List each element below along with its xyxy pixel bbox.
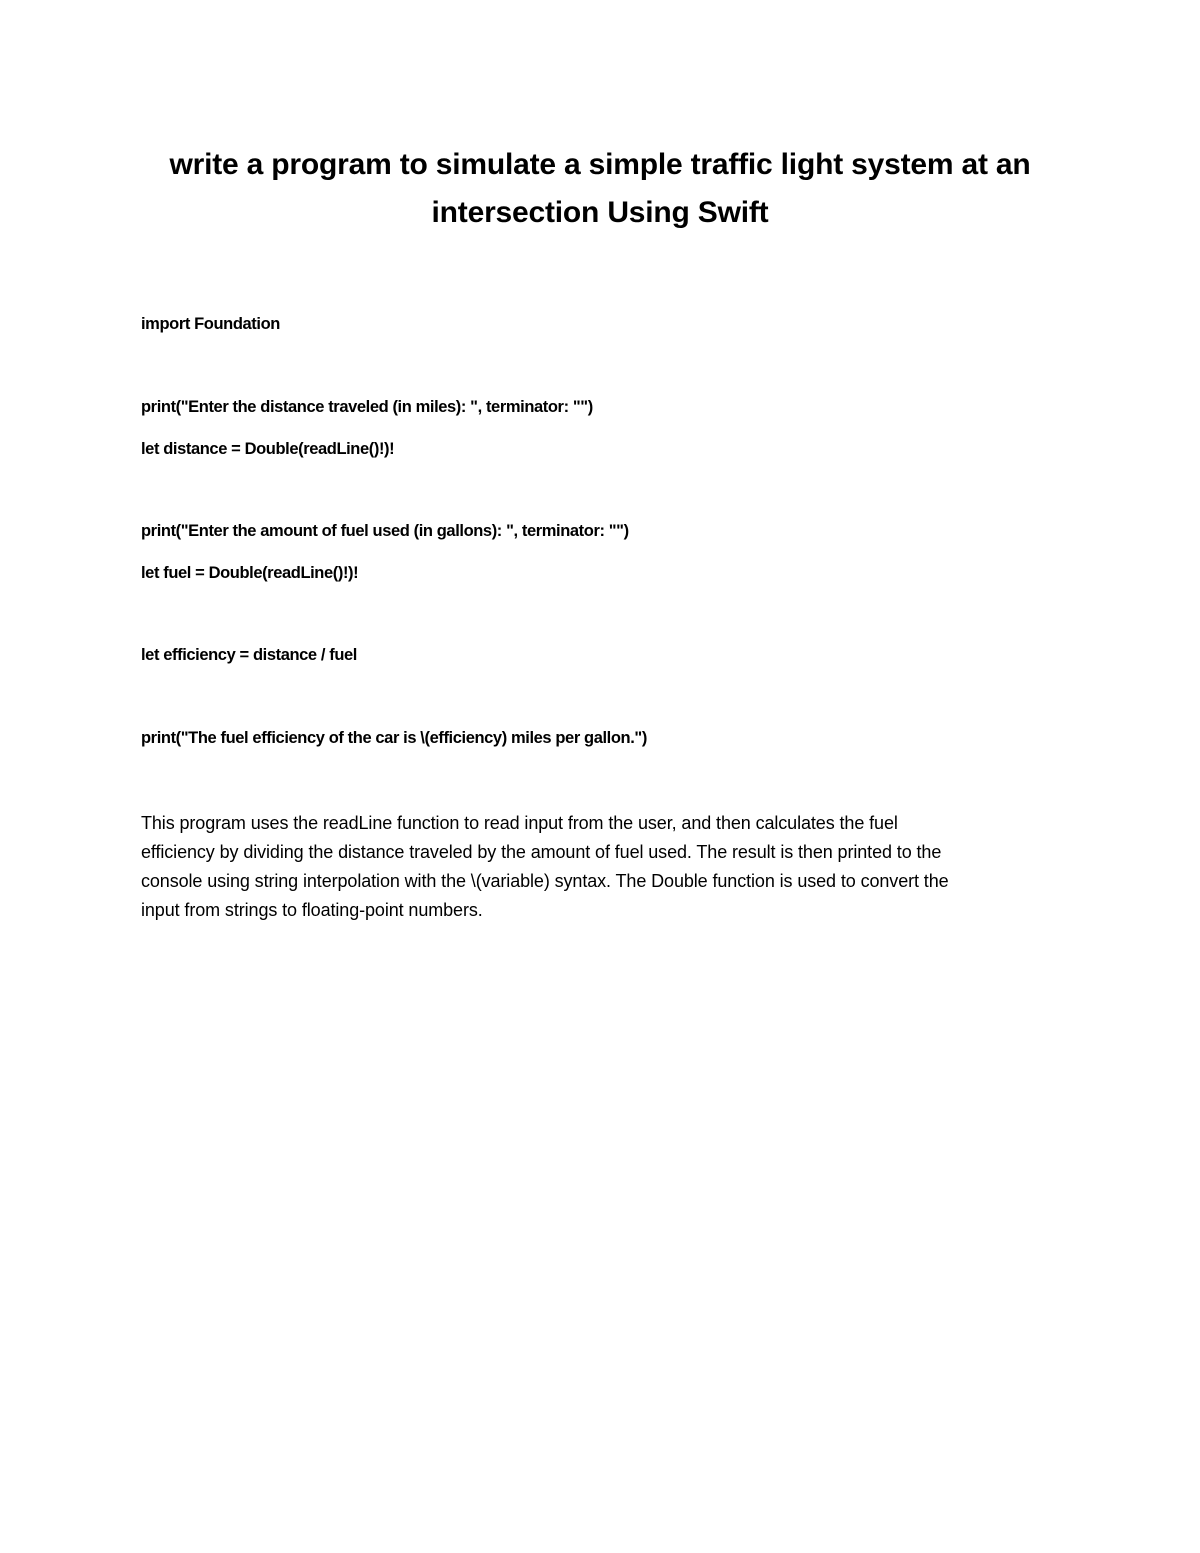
explanation-line-1: This program uses the readLine function to read input from the user, and then calculates the fuel [141, 813, 898, 833]
code-line-print-fuel-prompt: print("Enter the amount of fuel used (in gallons): ", terminator: "") [141, 522, 629, 540]
code-line-let-distance: let distance = Double(readLine()!)! [141, 440, 395, 458]
document-title-line-1: write a program to simulate a simple traffic light system at an [169, 148, 1031, 181]
code-line-print-distance-prompt: print("Enter the distance traveled (in miles): ", terminator: "") [141, 398, 593, 416]
explanation-line-4: input from strings to floating-point numbers. [141, 900, 483, 920]
document-title-line-2: intersection Using Swift [431, 196, 769, 229]
code-line-print-result: print("The fuel efficiency of the car is \(efficiency) miles per gallon.") [141, 729, 647, 747]
code-line-let-efficiency: let efficiency = distance / fuel [141, 646, 357, 664]
code-line-import: import Foundation [141, 315, 280, 333]
explanation-line-3: console using string interpolation with the \(variable) syntax. The Double function is used to convert the [141, 871, 949, 891]
code-line-let-fuel: let fuel = Double(readLine()!)! [141, 564, 359, 582]
explanation-line-2: efficiency by dividing the distance traveled by the amount of fuel used. The result is then printed to the [141, 842, 942, 862]
